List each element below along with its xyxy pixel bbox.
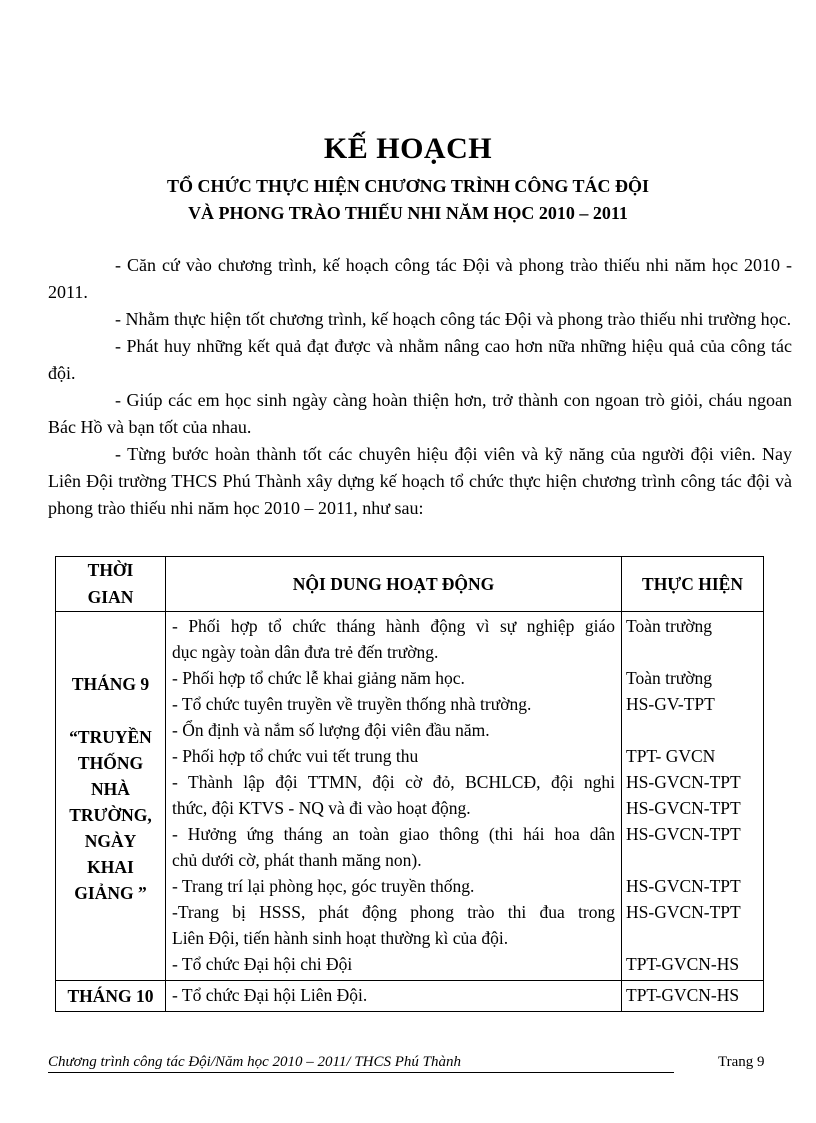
executor-line: HS-GVCN-TPT — [626, 902, 741, 922]
table-header-row — [56, 557, 764, 612]
content-line: dục ngày toàn dân đưa trẻ đến trường. — [172, 642, 439, 662]
theme-line: “TRUYỀN — [69, 727, 152, 747]
content-line: - Phối hợp tổ chức lễ khai giảng năm học. — [172, 668, 465, 688]
executor-line — [626, 847, 759, 873]
executor-line: HS-GVCN-TPT — [626, 772, 741, 792]
content-line: thức, đội KTVS - NQ và đi vào hoạt động. — [172, 798, 471, 818]
activity-plan-table — [55, 556, 764, 1012]
content-cell-month-10 — [166, 981, 622, 1012]
intro-paragraph: - Từng bước hoàn thành tốt các chuyên hiệu đội viên và kỹ năng của người đội viên. Nay Liên Đội trường THCS Phú Thành xây dựng kế hoạch tổ chức thực hiện chương trình công tác đội và phong trào thiếu nhi năm học 2010 – 2011, như sau: — [48, 444, 792, 518]
executor-line — [626, 925, 759, 951]
executor-line — [626, 717, 759, 743]
time-cell-month-9 — [56, 612, 166, 981]
executor-line: Toàn trường — [626, 616, 713, 636]
intro-paragraph: - Phát huy những kết quả đạt được và nhằm nâng cao hơn nữa những hiệu quả của công tác đội. — [48, 336, 792, 383]
executor-line: HS-GVCN-TPT — [626, 798, 741, 818]
month-label: THÁNG 10 — [67, 986, 154, 1006]
content-line: - Trang trí lại phòng học, góc truyền thống. — [172, 876, 475, 896]
executor-line: HS-GV-TPT — [626, 694, 715, 714]
document-subtitle-1: TỔ CHỨC THỰC HIỆN CHƯƠNG TRÌNH CÔNG TÁC ĐỘI — [166, 176, 650, 196]
theme-line: GIẢNG ” — [74, 883, 147, 903]
executor-cell-month-9 — [622, 612, 764, 981]
content-line: - Tổ chức Đại hội Liên Đội. — [172, 985, 368, 1005]
table-row — [56, 981, 764, 1012]
content-line: - Phối hợp tổ chức vui tết trung thu — [172, 746, 419, 766]
table-row — [56, 612, 764, 981]
intro-paragraph: - Giúp các em học sinh ngày càng hoàn thiện hơn, trở thành con ngoan trò giỏi, cháu ngoan Bác Hồ và bạn tốt của nhau. — [48, 390, 792, 437]
content-line: Liên Đội, tiến hành sinh hoạt thường kì của đội. — [172, 928, 509, 948]
theme-line: TRƯỜNG, — [69, 805, 152, 825]
document-subtitle-2: VÀ PHONG TRÀO THIẾU NHI NĂM HỌC 2010 – 2011 — [188, 203, 628, 223]
content-line: - Tổ chức Đại hội chi Đội — [172, 954, 353, 974]
page-number: Trang 9 — [718, 1054, 765, 1070]
document-title: KẾ HOẠCH — [323, 132, 493, 165]
executor-line: TPT-GVCN-HS — [626, 985, 740, 1005]
content-line: - Hưởng ứng tháng an toàn giao thông (thi hái hoa dân — [172, 824, 615, 844]
content-line: - Phối hợp tổ chức tháng hành động vì sự nghiệp giáo — [172, 616, 615, 636]
header-time-line-2: GIAN — [87, 587, 134, 607]
executor-line: HS-GVCN-TPT — [626, 824, 741, 844]
header-content: NỘI DUNG HOẠT ĐỘNG — [166, 557, 622, 612]
content-line: - Thành lập đội TTMN, đội cờ đỏ, BCHLCĐ, đội nghi — [172, 772, 615, 792]
intro-paragraph: - Căn cứ vào chương trình, kế hoạch công tác Đội và phong trào thiếu nhi năm học 2010 - 2011. — [48, 255, 792, 302]
intro-section — [48, 252, 792, 522]
header-time-line-1: THỜI — [87, 560, 134, 580]
header-time — [56, 557, 166, 612]
executor-line: HS-GVCN-TPT — [626, 876, 741, 896]
footer-program-info: Chương trình công tác Đội/Năm học 2010 – 2011/ THCS Phú Thành — [48, 1052, 674, 1073]
executor-line: TPT-GVCN-HS — [626, 954, 740, 974]
executor-line: TPT- GVCN — [626, 746, 716, 766]
content-line: - Tổ chức tuyên truyền về truyền thống nhà trường. — [172, 694, 532, 714]
executor-line: Toàn trường — [626, 668, 713, 688]
theme-line: NGÀY — [84, 831, 137, 851]
intro-paragraph: - Nhằm thực hiện tốt chương trình, kế hoạch công tác Đội và phong trào thiếu nhi trường học. — [115, 309, 792, 329]
content-line: - Ổn định và nắm số lượng đội viên đầu năm. — [172, 720, 490, 740]
executor-cell-month-10 — [622, 981, 764, 1012]
content-line: chủ dưới cờ, phát thanh măng non). — [172, 850, 422, 870]
month-label: THÁNG 9 — [71, 674, 150, 694]
header-executor: THỰC HIỆN — [622, 557, 764, 612]
month-theme — [58, 724, 163, 906]
executor-line — [626, 639, 759, 665]
content-cell-month-9 — [166, 612, 622, 981]
time-cell-month-10 — [56, 981, 166, 1012]
theme-line: KHAI — [87, 857, 134, 877]
theme-line: THỐNG — [77, 753, 144, 773]
content-line: -Trang bị HSSS, phát động phong trào thi đua trong — [172, 902, 615, 922]
theme-line: NHÀ — [91, 779, 130, 799]
